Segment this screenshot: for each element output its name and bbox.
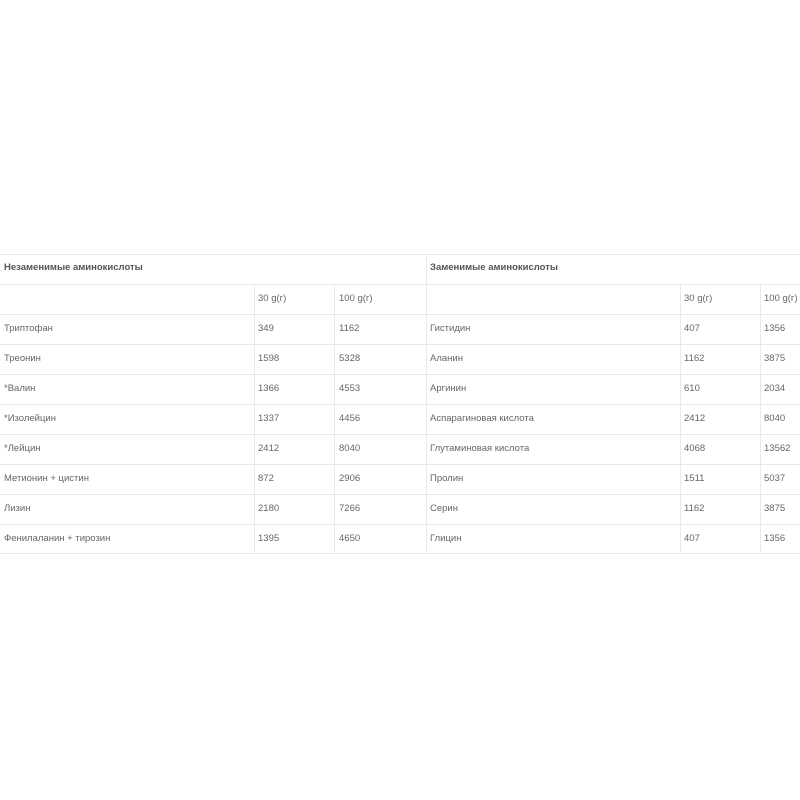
value-100g: 2034 xyxy=(764,383,786,394)
row-divider xyxy=(426,254,800,255)
essential-amino-acids-table xyxy=(0,254,426,554)
row-divider xyxy=(426,314,800,315)
row-divider xyxy=(0,434,426,435)
value-100g: 4650 xyxy=(339,533,361,544)
amino-acid-name: Пролин xyxy=(430,473,464,484)
value-100g: 5328 xyxy=(339,353,361,364)
column-header-100g: 100 g(г) xyxy=(764,293,798,304)
value-100g: 8040 xyxy=(339,443,361,454)
row-divider xyxy=(426,464,800,465)
row-divider xyxy=(426,374,800,375)
value-30g: 1366 xyxy=(258,383,280,394)
amino-acid-document xyxy=(0,254,800,554)
amino-acid-name: Треонин xyxy=(4,353,41,364)
value-100g: 1356 xyxy=(764,323,786,334)
value-30g: 1162 xyxy=(684,353,705,364)
row-divider xyxy=(426,494,800,495)
value-100g: 1162 xyxy=(339,323,360,334)
value-100g: 1356 xyxy=(764,533,786,544)
value-30g: 872 xyxy=(258,473,274,484)
amino-acid-name: *Лейцин xyxy=(4,443,41,454)
value-30g: 1598 xyxy=(258,353,280,364)
value-30g: 1511 xyxy=(684,473,705,484)
amino-acid-name: Серин xyxy=(430,503,458,514)
column-header-30g: 30 g(г) xyxy=(684,293,713,304)
amino-acid-name: Метионин + цистин xyxy=(4,473,89,484)
value-30g: 2412 xyxy=(684,413,706,424)
value-100g: 7266 xyxy=(339,503,361,514)
value-100g: 13562 xyxy=(764,443,791,454)
value-30g: 349 xyxy=(258,323,274,334)
amino-acid-name: Гистидин xyxy=(430,323,471,334)
row-divider xyxy=(0,494,426,495)
row-divider xyxy=(0,344,426,345)
nonessential-table-title: Заменимые аминокислоты xyxy=(430,262,558,273)
value-100g: 4553 xyxy=(339,383,361,394)
value-100g: 5037 xyxy=(764,473,786,484)
value-30g: 2412 xyxy=(258,443,280,454)
amino-acid-name: *Изолейцин xyxy=(4,413,56,424)
row-divider xyxy=(0,404,426,405)
value-30g: 1162 xyxy=(684,503,705,514)
value-100g: 8040 xyxy=(764,413,786,424)
value-30g: 610 xyxy=(684,383,700,394)
value-30g: 407 xyxy=(684,323,700,334)
column-divider xyxy=(254,284,255,554)
value-100g: 3875 xyxy=(764,353,786,364)
value-100g: 2906 xyxy=(339,473,361,484)
column-header-100g: 100 g(г) xyxy=(339,293,373,304)
amino-acid-name: Лизин xyxy=(4,503,31,514)
row-divider xyxy=(426,344,800,345)
column-divider xyxy=(334,284,335,554)
value-100g: 4456 xyxy=(339,413,361,424)
amino-acid-name: Фенилаланин + тирозин xyxy=(4,533,111,544)
amino-acid-name: Триптофан xyxy=(4,323,53,334)
value-30g: 1337 xyxy=(258,413,280,424)
essential-table-title: Незаменимые аминокислоты xyxy=(4,262,143,273)
amino-acid-name: Аргинин xyxy=(430,383,467,394)
row-divider xyxy=(0,254,426,255)
row-divider xyxy=(426,284,800,285)
row-divider xyxy=(0,374,426,375)
column-divider xyxy=(680,284,681,554)
amino-acid-name: Аланин xyxy=(430,353,463,364)
column-header-30g: 30 g(г) xyxy=(258,293,287,304)
value-30g: 1395 xyxy=(258,533,280,544)
amino-acid-name: Глицин xyxy=(430,533,462,544)
row-divider xyxy=(426,524,800,525)
value-30g: 4068 xyxy=(684,443,706,454)
nonessential-amino-acids-table xyxy=(426,254,800,554)
column-divider xyxy=(760,284,761,554)
value-30g: 2180 xyxy=(258,503,280,514)
value-100g: 3875 xyxy=(764,503,786,514)
amino-acid-name: Аспарагиновая кислота xyxy=(430,413,534,424)
amino-acid-name: Глутаминовая кислота xyxy=(430,443,530,454)
row-divider xyxy=(0,314,426,315)
row-divider xyxy=(426,553,800,554)
amino-acid-name: *Валин xyxy=(4,383,36,394)
value-30g: 407 xyxy=(684,533,700,544)
